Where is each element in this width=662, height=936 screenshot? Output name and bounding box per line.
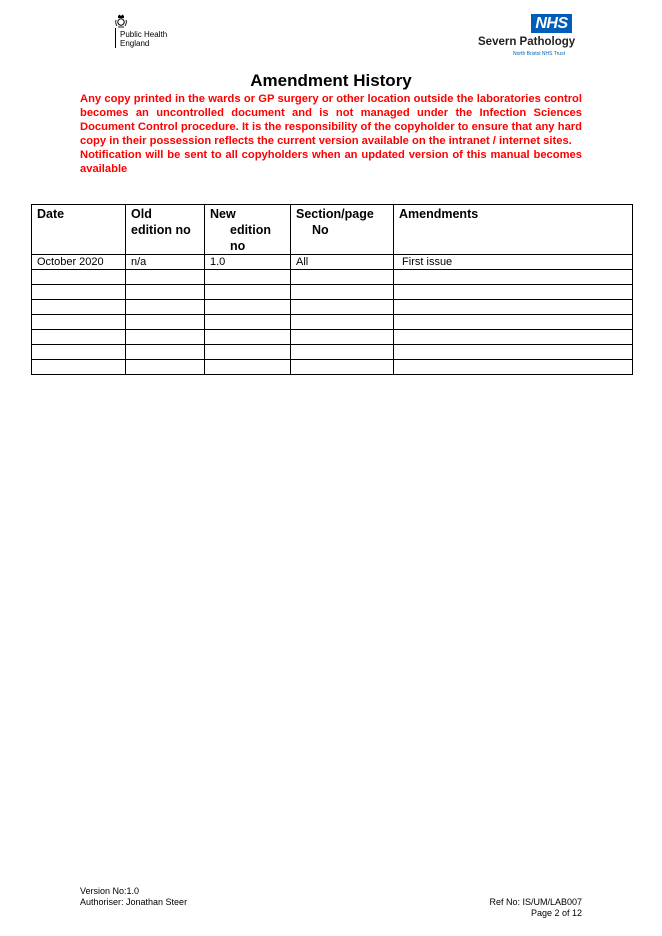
footer-left (80, 886, 187, 908)
phe-logo-rule (115, 28, 116, 48)
cell-new-edition (205, 345, 291, 360)
table-row (32, 345, 633, 360)
cell-new-edition (205, 300, 291, 315)
table-row (32, 285, 633, 300)
header-section-page-line2: No (312, 223, 329, 237)
table-row (32, 300, 633, 315)
footer-page-number: Page 2 of 12 (530, 908, 582, 918)
cell-section-page: All (291, 255, 394, 270)
table-row (32, 330, 633, 345)
header-amendments-label: Amendments (399, 207, 479, 221)
amendment-table (31, 204, 633, 375)
cell-date (32, 315, 126, 330)
header-new-edition-line3: no (230, 239, 246, 253)
cell-new-edition: 1.0 (205, 255, 291, 270)
cell-amendments (394, 330, 633, 345)
royal-crest-icon (115, 14, 127, 28)
cell-date (32, 270, 126, 285)
cell-date (32, 285, 126, 300)
header-new-edition-line1: New (210, 207, 236, 221)
cell-new-edition (205, 270, 291, 285)
header-amendments (394, 205, 633, 255)
copy-control-warning (80, 92, 582, 176)
cell-amendments (394, 345, 633, 360)
header-section-page (291, 205, 394, 255)
cell-new-edition (205, 315, 291, 330)
table-row (32, 360, 633, 375)
cell-date (32, 360, 126, 375)
cell-section-page (291, 285, 394, 300)
cell-amendments (394, 360, 633, 375)
cell-date: October 2020 (32, 255, 126, 270)
warning-paragraph-1: Any copy printed in the wards or GP surgery or other location outside the laboratories control becomes an uncontrolled document and is not managed under the Infection Sciences Document Control procedure. It is the responsibility of the copyholder to ensure that any hard copy in their possession reflects the current version available on the intranet / internet sites. (80, 93, 582, 147)
table-header-row (32, 205, 633, 255)
cell-section-page (291, 330, 394, 345)
nhs-trust-name: North Bristol NHS Trust (513, 51, 565, 57)
header-section-page-line1: Section/page (296, 207, 374, 221)
cell-old-edition (126, 330, 205, 345)
cell-section-page (291, 360, 394, 375)
table-row (32, 315, 633, 330)
cell-new-edition (205, 360, 291, 375)
cell-amendments (394, 315, 633, 330)
header-new-edition-line2: edition (230, 223, 271, 237)
header-old-edition (126, 205, 205, 255)
cell-date (32, 300, 126, 315)
phe-logo-line1: Public Health (120, 30, 168, 39)
cell-section-page (291, 315, 394, 330)
phe-logo-text (120, 30, 167, 48)
table-row (32, 270, 633, 285)
cell-date (32, 330, 126, 345)
phe-logo-line2: England (120, 39, 150, 48)
footer-author: Authoriser: Jonathan Steer (80, 897, 188, 907)
header-old-edition-line1: Old (131, 207, 152, 221)
cell-old-edition (126, 285, 205, 300)
nhs-org-name: Severn Pathology (478, 36, 576, 48)
header-old-edition-line2: edition no (131, 223, 191, 237)
header-date-label: Date (37, 207, 65, 221)
cell-old-edition (126, 270, 205, 285)
cell-old-edition (126, 360, 205, 375)
cell-new-edition (205, 285, 291, 300)
cell-section-page (291, 345, 394, 360)
cell-section-page (291, 270, 394, 285)
cell-old-edition (126, 315, 205, 330)
footer-right (489, 897, 582, 919)
header-date (32, 205, 126, 255)
header-new-edition (205, 205, 291, 255)
cell-new-edition (205, 330, 291, 345)
cell-old-edition (126, 300, 205, 315)
cell-old-edition (126, 345, 205, 360)
cell-date (32, 345, 126, 360)
footer-ref: Ref No: IS/UM/LAB007 (489, 897, 582, 907)
page-title: Amendment History (250, 71, 412, 90)
nhs-badge: NHS (531, 14, 572, 33)
footer-version: Version No:1.0 (80, 886, 140, 896)
table-row (32, 255, 633, 270)
cell-old-edition: n/a (126, 255, 205, 270)
cell-amendments (394, 300, 633, 315)
warning-paragraph-2: Notification will be sent to all copyholders when an updated version of this manual becomes available (80, 149, 582, 175)
cell-section-page (291, 300, 394, 315)
cell-amendments: First issue (394, 255, 633, 270)
cell-amendments (394, 285, 633, 300)
cell-amendments (394, 270, 633, 285)
